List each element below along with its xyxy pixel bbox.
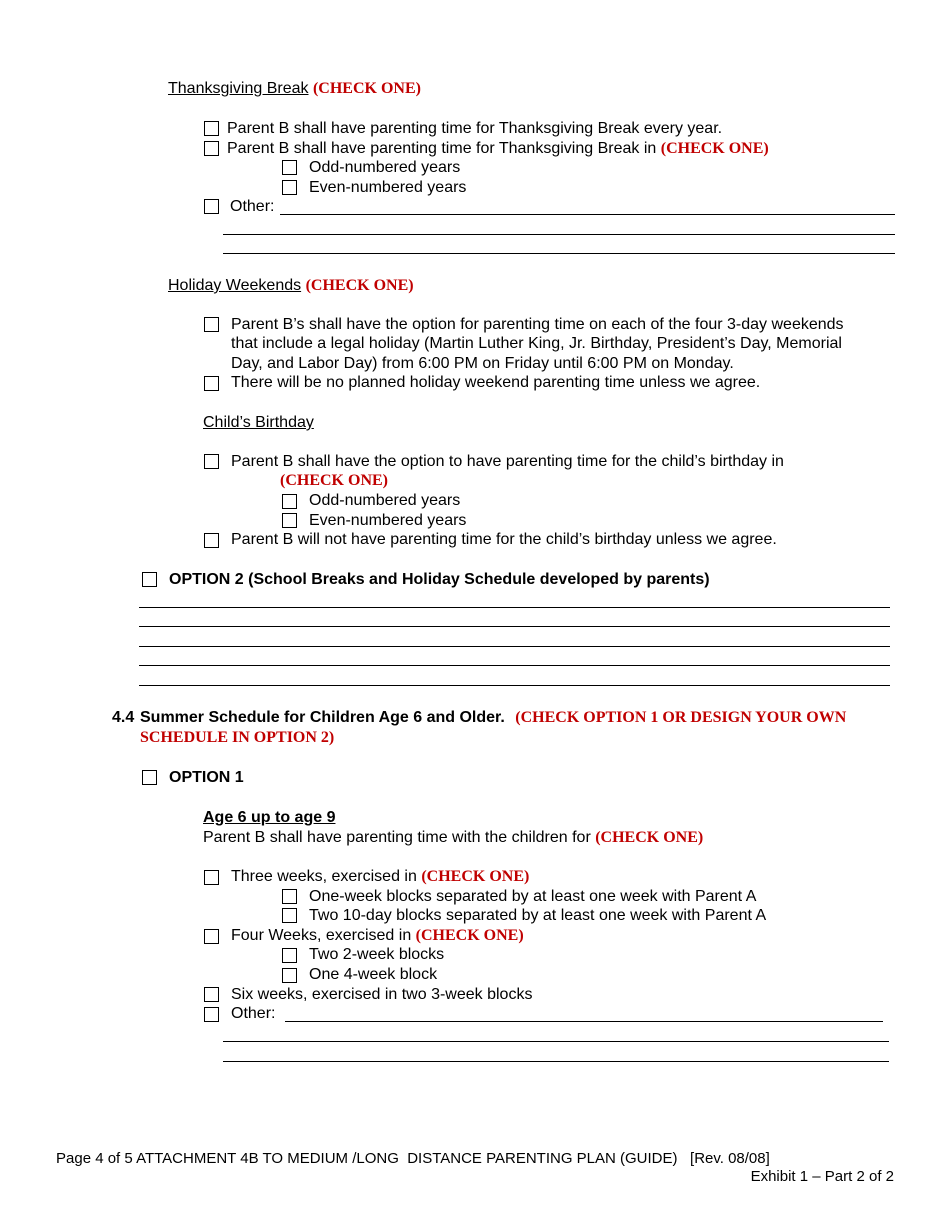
check-one-label: (CHECK ONE) [280, 472, 388, 489]
check-one-label: (CHECK ONE) [312, 80, 421, 97]
six-weeks-checkbox[interactable] [204, 987, 219, 1002]
one-week-blocks-label: One-week blocks separated by at least one week with Parent A [309, 888, 757, 905]
section-title-row [140, 708, 846, 728]
summer-other-input-line[interactable] [223, 1061, 889, 1062]
check-one-label: (CHECK ONE) [305, 277, 414, 294]
section-instruction-line1: (CHECK OPTION 1 OR DESIGN YOUR OWN [515, 709, 847, 726]
birthday-even-years-label: Even-numbered years [309, 512, 467, 529]
four-weeks-row [231, 926, 524, 946]
ten-day-blocks-label: Two 10-day blocks separated by at least one week with Parent A [309, 907, 767, 924]
four-weeks-label: Four Weeks, exercised in [231, 927, 412, 944]
ten-day-blocks-checkbox[interactable] [282, 908, 297, 923]
six-weeks-label: Six weeks, exercised in two 3-week blocks [231, 986, 533, 1003]
thanksgiving-other-input-line[interactable] [223, 253, 895, 254]
section-title: Summer Schedule for Children Age 6 and Older. [140, 709, 505, 726]
two-2week-blocks-label: Two 2-week blocks [309, 946, 445, 963]
holiday-option-line3: Day, and Labor Day) from 6:00 PM on Friday until 6:00 PM on Monday. [231, 355, 734, 372]
birthday-even-years-checkbox[interactable] [282, 513, 297, 528]
option2-checkbox[interactable] [142, 572, 157, 587]
birthday-odd-years-checkbox[interactable] [282, 494, 297, 509]
thanksgiving-even-years-label: Even-numbered years [309, 179, 467, 196]
thanksgiving-odd-years-label: Odd-numbered years [309, 159, 461, 176]
thanksgiving-alternate-label: Parent B shall have parenting time for Thanksgiving Break in [227, 140, 657, 157]
option2-input-line[interactable] [139, 626, 890, 627]
birthday-option-checkbox[interactable] [204, 454, 219, 469]
summer-other-checkbox[interactable] [204, 1007, 219, 1022]
three-weeks-label: Three weeks, exercised in [231, 868, 417, 885]
check-one-label: (CHECK ONE) [660, 140, 769, 157]
section-number: 4.4 [112, 709, 135, 726]
holiday-option-line2: that include a legal holiday (Martin Luther King, Jr. Birthday, President’s Day, Memorial [231, 335, 842, 352]
holiday-none-label: There will be no planned holiday weekend parenting time unless we agree. [231, 374, 761, 391]
thanksgiving-every-year-checkbox[interactable] [204, 121, 219, 136]
thanksgiving-even-years-checkbox[interactable] [282, 180, 297, 195]
section-instruction-line2: SCHEDULE IN OPTION 2) [140, 729, 335, 746]
holiday-option-checkbox[interactable] [204, 317, 219, 332]
four-weeks-checkbox[interactable] [204, 929, 219, 944]
holiday-heading: Holiday Weekends [168, 277, 302, 294]
birthday-odd-years-label: Odd-numbered years [309, 492, 461, 509]
option2-input-line[interactable] [139, 646, 890, 647]
age-heading: Age 6 up to age 9 [203, 809, 336, 826]
thanksgiving-other-input-line[interactable] [223, 234, 895, 235]
thanksgiving-alternate-row [227, 139, 769, 159]
thanksgiving-alternate-checkbox[interactable] [204, 141, 219, 156]
thanksgiving-other-input-line[interactable] [280, 214, 895, 215]
three-weeks-checkbox[interactable] [204, 870, 219, 885]
birthday-none-label: Parent B will not have parenting time for the child’s birthday unless we agree. [231, 531, 777, 548]
birthday-none-checkbox[interactable] [204, 533, 219, 548]
thanksgiving-other-label: Other: [230, 198, 275, 215]
holiday-heading-row [168, 276, 414, 296]
option2-label: OPTION 2 (School Breaks and Holiday Schedule developed by parents) [169, 571, 710, 588]
birthday-option-label: Parent B shall have the option to have parenting time for the child’s birthday in [231, 453, 784, 470]
summer-other-input-line[interactable] [223, 1041, 889, 1042]
birthday-heading: Child’s Birthday [203, 414, 314, 431]
holiday-none-checkbox[interactable] [204, 376, 219, 391]
option1-label: OPTION 1 [169, 769, 244, 786]
one-4week-block-label: One 4-week block [309, 966, 438, 983]
thanksgiving-heading: Thanksgiving Break [168, 80, 309, 97]
one-4week-block-checkbox[interactable] [282, 968, 297, 983]
thanksgiving-odd-years-checkbox[interactable] [282, 160, 297, 175]
age-intro: Parent B shall have parenting time with the children for [203, 829, 591, 846]
two-2week-blocks-checkbox[interactable] [282, 948, 297, 963]
option1-checkbox[interactable] [142, 770, 157, 785]
one-week-blocks-checkbox[interactable] [282, 889, 297, 904]
three-weeks-row [231, 867, 529, 887]
summer-other-input-line[interactable] [285, 1021, 883, 1022]
thanksgiving-every-year-label: Parent B shall have parenting time for Thanksgiving Break every year. [227, 120, 723, 137]
footer-line1: Page 4 of 5 ATTACHMENT 4B TO MEDIUM /LONG DISTANCE PARENTING PLAN (GUIDE) [Rev. 08/08] [56, 1150, 770, 1167]
age-intro-row [203, 828, 703, 848]
option2-input-line[interactable] [139, 685, 890, 686]
option2-input-line[interactable] [139, 607, 890, 608]
holiday-option-line1: Parent B’s shall have the option for parenting time on each of the four 3-day weekends [231, 316, 844, 333]
option2-input-line[interactable] [139, 665, 890, 666]
thanksgiving-other-checkbox[interactable] [204, 199, 219, 214]
check-one-label: (CHECK ONE) [595, 829, 704, 846]
footer-line2: Exhibit 1 – Part 2 of 2 [750, 1168, 894, 1185]
check-one-label: (CHECK ONE) [415, 927, 524, 944]
check-one-label: (CHECK ONE) [421, 868, 530, 885]
thanksgiving-heading-row [168, 79, 421, 99]
summer-other-label: Other: [231, 1005, 276, 1022]
